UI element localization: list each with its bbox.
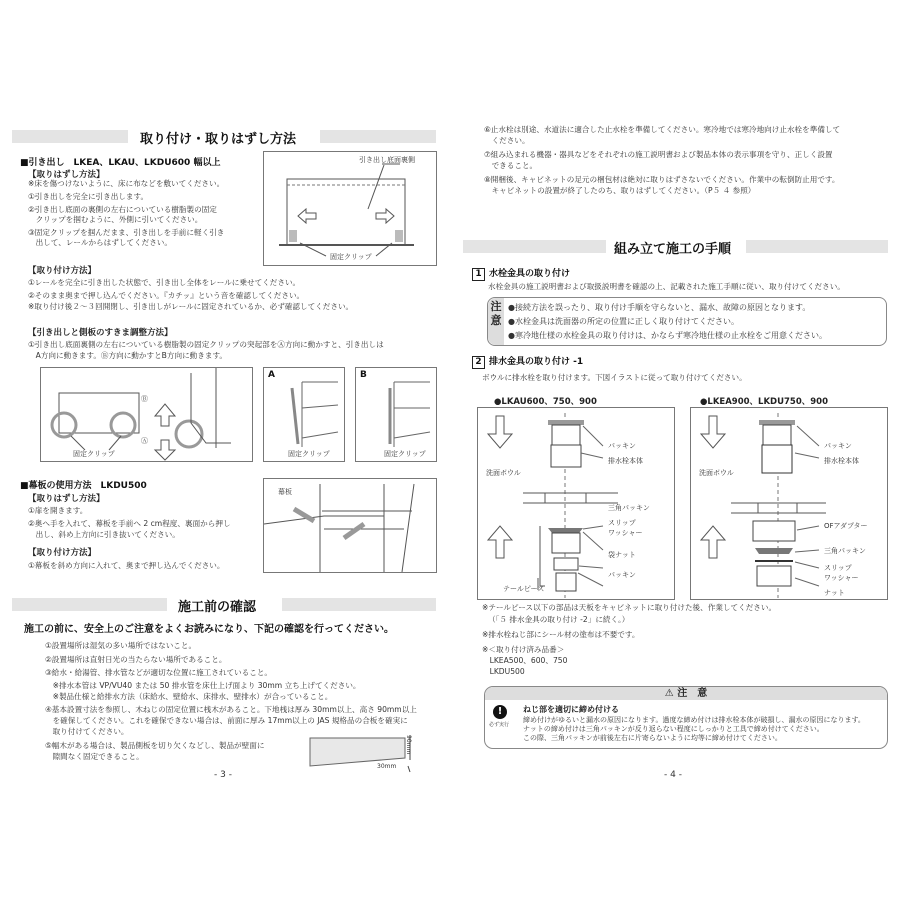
drawer-illustration [264,152,436,265]
step-title: 排水金具の取り付け -1 [489,357,584,367]
caution-heading: ねじ部を適切に締め付ける [523,705,619,714]
panel-b-figure [355,367,437,462]
note-line: ※排水栓ねじ部にシール材の塗布は不要です。 [482,630,640,639]
header-bar [12,130,128,143]
panel-a-label: A [268,370,275,380]
text-line: ①引き出しを完全に引き出します。 [28,192,149,201]
part-label: 洗面ボウル [486,469,521,477]
remove-heading: 【取りはずし方法】 [28,494,105,504]
direction-b-label: Ⓑ [141,395,148,403]
icon-label: 必ず実行 [489,722,510,728]
header-bar [746,240,888,253]
page-number: - 4 - [664,770,682,780]
section-title: 組み立て施工の手順 [614,242,732,257]
caution-label: 注意 [488,298,504,345]
caution-line: ●接続方法を誤ったり、取り付け手順を守らないと、漏水、故障の原因となります。 [508,303,811,312]
check-item: ③給水・給湯管、排水管などが適切な位置に施工されていること。 [45,668,273,677]
panel-a-figure [263,367,345,462]
part-label: パッキン [608,571,636,579]
check-item: ※排水本管は VP/VU40 または 50 排水管を床仕上げ面より 30mm 立ち上げてください。 [45,681,361,690]
part-label: 三角パッキン [824,547,866,555]
check-item: ⑧開梱後、キャビネットの足元の梱包材は絶対に取りはずさないでください。作業中の転倒防止用です。 [484,175,840,184]
attach-heading: 【取り付け方法】 [28,266,97,276]
figure-label: 幕板 [278,488,292,496]
caution-line: ●寒冷地仕様の水栓金具の取り付けは、かならず寒冷地仕様の止水栓をご用意ください。 [508,331,827,340]
check-item: 取り付けてください。 [45,727,129,736]
caution-box-2 [484,686,888,749]
part-label: パッキン [824,442,852,450]
check-item: できること。 [484,161,538,170]
part-label: 排水栓本体 [608,457,643,465]
check-item: ⑤幅木がある場合は、製品側板を切り欠くなどし、製品が壁面に [45,741,265,750]
note-line: （「５ 排水金具の取り付け -2」に続く。） [488,615,630,624]
caution-line: ナットの締め付けは三角パッキンが反り返らない程度にしっかりと工具で締め付けてください。 [523,725,824,733]
remove-heading: 【取りはずし方法】 [28,170,105,180]
check-item: ①設置場所は湿気の多い場所ではないこと。 [45,641,197,650]
check-lead: 施工の前に、安全上のご注意をよくお読みになり、下記の確認を行ってください。 [24,624,394,635]
page-number: - 3 - [214,770,232,780]
attach-heading: 【取り付け方法】 [28,548,97,558]
text-line: ①扉を開きます。 [28,506,88,515]
step1-heading [472,266,570,281]
drawer-figure [263,151,437,266]
text-line: ②そのまま奥まで押し込んでください。『カチッ』という音を確認してください。 [28,291,305,300]
figure-label: 固定クリップ [384,450,426,458]
text-line: ①幕板を斜め方向に入れて、奥まで押し込んでください。 [28,561,225,570]
check-item: ⑦組み込まれる機器・器具などをそれぞれの施工説明書および製品本体の表示事項を守り、正しく設置 [484,150,833,159]
gap-heading: 【引き出しと側板のすきま調整方法】 [28,328,173,338]
drain-illustration [691,408,887,599]
check-item: ②設置場所は直射日光の当たらない場所であること。 [45,655,227,664]
part-label: 三角パッキン [608,504,650,512]
header-bar [282,598,436,611]
figure-label: 固定クリップ [330,253,372,261]
drawer-heading: ■引き出し LKEA、LKAU、LKDU600 幅以上 [20,158,221,168]
text-line: ①レールを完全に引き出した状態で、引き出し全体をレールに乗せてください。 [28,278,301,287]
text-line: 出し、斜め上方向に引き抜いてください。 [28,530,180,539]
panel-b-label: B [360,370,367,380]
step-number: 2 [472,356,485,369]
part-label: テールピース [503,585,545,593]
step1-text: 水栓金具の施工説明書および取扱説明書を確認の上、記載された施工手順に従い、取り付けてください。 [488,282,845,291]
check-item: ⑥止水栓は別途、水道法に適合した止水栓を準備してください。寒冷地では寒冷地向け止水栓を準備して [484,125,841,134]
panel-figure [263,478,437,573]
step-number: 1 [472,268,485,281]
text-line: ②奥へ手を入れて、幕板を手前へ 2 cm程度、裏面から押し [28,519,231,528]
step2-text: ボウルに排水栓を取り付けます。下図イラストに従って取り付けてください。 [482,373,747,382]
caution-title: ⚠ 注 意 [485,687,887,700]
figure-title: ●LKAU600、750、900 [494,397,597,407]
step-title: 水栓金具の取り付け [489,269,571,279]
part-label: ワッシャー [608,529,643,537]
figure-label: 固定クリップ [288,450,330,458]
check-item: キャビネットの設置が終了したのち、取りはずしてください。（P５ ４ 参照） [484,186,756,195]
check-item: を確保してください。これを確保できない場合は、前面に厚み 17mm以上の JAS 規格品の合板を確実に [45,716,408,725]
caution-box [487,297,887,346]
text-line: ③固定クリップを掴んだまま、引き出しを手前に軽く引き [28,228,225,237]
check-item: ④基本設置寸法を参照し、木ねじの固定位置に桟木があること。下地桟は厚み 30mm以上、高さ 90mm以上 [45,705,417,714]
header-bar [463,240,606,253]
note-line: ※テールピース以下の部品は天板をキャビネットに取り付けた後、作業してください。 [482,603,777,612]
caution-line: 締め付けがゆるいと漏水の原因になります。過度な締め付けは排水栓本体が破損し、漏水の原因になります。 [523,716,865,724]
dim-width: 30mm [377,763,397,770]
part-label: 洗面ボウル [699,469,734,477]
text-line: ②引き出し底面の裏側の左右についている樹脂製の固定 [28,205,217,214]
figure-label: 引き出し底面裏側 [359,156,415,164]
batten-illustration [300,730,420,775]
note-line: ※＜取り付け済み品番＞ [482,645,565,654]
note-line: LKDU500 [482,667,525,676]
part-label: パッキン [608,442,636,450]
dim-height: 90mm [405,735,412,755]
section-title: 施工前の確認 [178,600,257,615]
panel-heading: ■幕板の使用方法 LKDU500 [20,481,147,491]
figure-title: ●LKEA900、LKDU750、900 [700,397,828,407]
header-bar [12,598,167,611]
figure-label: 固定クリップ [73,450,115,458]
gap-figure [40,367,253,462]
drain-figure-2 [690,407,888,600]
direction-a-label: Ⓐ [141,437,148,445]
part-label: スリップ [608,519,636,527]
clip-illustration [41,368,252,461]
part-label: OFアダプター [824,522,868,530]
text-line: クリップを掴むように、外側に引いてください。 [28,215,203,224]
text-line: ※床を傷つけないように、床に布などを敷いてください。 [28,179,225,188]
caution-line: この際、三角パッキンが前後左右に片寄らないように均等に締め付けてください。 [523,734,782,742]
check-item: 隙間なく固定できること。 [45,752,144,761]
text-line: 出して、レールからはずしてください。 [28,238,172,247]
part-label: ワッシャー [824,574,859,582]
exclamation-icon: ! [493,705,507,719]
text-line: A方向に動きます。Ⓑ方向に動かすとB方向に動きます。 [28,351,228,360]
section-title: 取り付け・取りはずし方法 [140,132,297,147]
drain-figure-1 [477,407,675,600]
step2-heading [472,354,583,369]
text-line: ※取り付け後２～３回開閉し、引き出しがレールに固定されているか、必ず確認してください。 [28,302,354,311]
part-label: スリップ [824,564,852,572]
part-label: 袋ナット [608,551,636,559]
caution-line: ●水栓金具は洗面器の所定の位置に正しく取り付けてください。 [508,317,739,326]
note-line: LKEA500、600、750 [482,656,568,665]
check-item: ください。 [484,136,530,145]
check-item: ※製品仕様と給排水方法（床給水、壁給水、床排水、壁排水）が合っていること。 [45,692,333,701]
text-line: ①引き出し底面裏側の左右についている樹脂製の固定クリップの突起部をⒶ方向に動かすと、引き出しは [28,340,384,349]
part-label: ナット [824,589,845,597]
part-label: 排水栓本体 [824,457,859,465]
header-bar [320,130,436,143]
